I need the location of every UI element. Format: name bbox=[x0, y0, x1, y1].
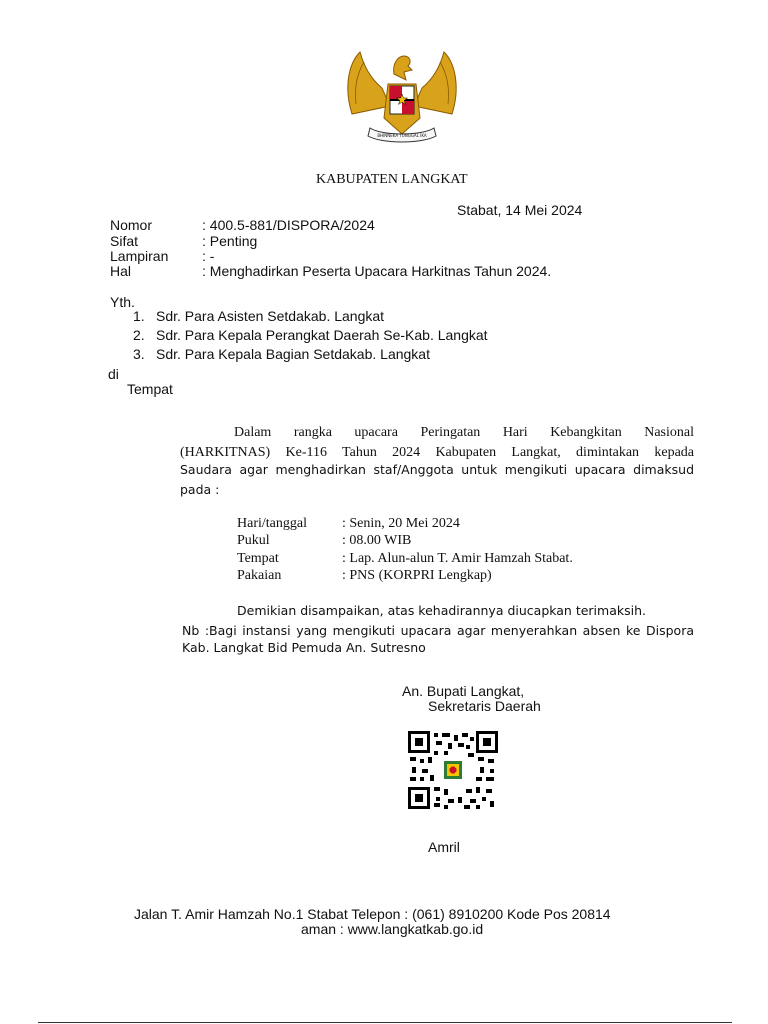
recipient-number: 2. bbox=[133, 327, 145, 343]
footer-website: aman : www.langkatkab.go.id bbox=[301, 921, 484, 937]
recipient-text: Sdr. Para Asisten Setdakab. Langkat bbox=[156, 308, 385, 324]
detail-label-pakaian: Pakaian bbox=[237, 568, 282, 583]
body-paragraph bbox=[180, 425, 694, 465]
signatory-title: An. Bupati Langkat, bbox=[402, 683, 525, 699]
page-bottom-rule bbox=[38, 1022, 732, 1023]
closing-line: Demikian disampaikan, atas kehadirannya diucapkan terimaksih. bbox=[237, 603, 646, 618]
detail-value-pakaian: : PNS (KORPRI Lengkap) bbox=[342, 568, 492, 583]
regency-title: KABUPATEN LANGKAT bbox=[316, 172, 468, 187]
body-line: Saudara agar menghadirkan staf/Anggota untuk mengikuti upacara dimaksud bbox=[180, 462, 694, 477]
meta-label-hal: Hal bbox=[110, 263, 132, 279]
recipient-text: Sdr. Para Kepala Perangkat Daerah Se-Kab. Langkat bbox=[156, 327, 488, 343]
detail-value-pukul: : 08.00 WIB bbox=[342, 533, 412, 548]
detail-value-hari: : Senin, 20 Mei 2024 bbox=[342, 516, 460, 531]
meta-value-lampiran: : - bbox=[202, 248, 215, 264]
recipient-number: 3. bbox=[133, 346, 145, 362]
di-label: di bbox=[108, 366, 119, 382]
nb-line: Nb :Bagi instansi yang mengikuti upacara agar menyerahkan absen ke Dispora bbox=[182, 623, 694, 638]
body-line: pada : bbox=[180, 482, 220, 497]
signatory-position: Sekretaris Daerah bbox=[428, 698, 541, 714]
body-line: Dalam rangka upacara Peringatan Hari Kebangkitan Nasional bbox=[234, 425, 694, 440]
qr-code-icon bbox=[408, 731, 498, 809]
meta-label-lampiran: Lampiran bbox=[110, 248, 169, 264]
salutation: Yth. bbox=[110, 294, 135, 310]
emblem-motto: BHINNEKA TUNGGAL IKA bbox=[377, 133, 427, 138]
signatory-name: Amril bbox=[428, 839, 460, 855]
meta-value-nomor: : 400.5-881/DISPORA/2024 bbox=[202, 217, 375, 233]
recipient-number: 1. bbox=[133, 308, 145, 324]
detail-label-tempat: Tempat bbox=[237, 551, 279, 566]
meta-value-hal: : Menghadirkan Peserta Upacara Harkitnas Tahun 2024. bbox=[202, 263, 552, 279]
footer-address: Jalan T. Amir Hamzah No.1 Stabat Telepon : (061) 8910200 Kode Pos 20814 bbox=[134, 906, 611, 922]
detail-label-hari: Hari/tanggal bbox=[237, 516, 307, 531]
recipient-text: Sdr. Para Kepala Bagian Setdakab. Langkat bbox=[156, 346, 430, 362]
detail-value-tempat: : Lap. Alun-alun T. Amir Hamzah Stabat. bbox=[342, 551, 573, 566]
place-date: Stabat, 14 Mei 2024 bbox=[457, 202, 583, 218]
meta-label-sifat: Sifat bbox=[110, 233, 139, 249]
tempat-label: Tempat bbox=[127, 381, 173, 397]
meta-value-sifat: : Penting bbox=[202, 233, 258, 249]
nb-line: Kab. Langkat Bid Pemuda An. Sutresno bbox=[182, 640, 426, 655]
detail-label-pukul: Pukul bbox=[237, 533, 270, 548]
garuda-emblem-icon bbox=[342, 44, 462, 148]
meta-label-nomor: Nomor bbox=[110, 217, 153, 233]
body-paragraph-cont bbox=[180, 462, 694, 502]
body-line: (HARKITNAS) Ke-116 Tahun 2024 Kabupaten Langkat, dimintakan kepada bbox=[180, 445, 694, 460]
